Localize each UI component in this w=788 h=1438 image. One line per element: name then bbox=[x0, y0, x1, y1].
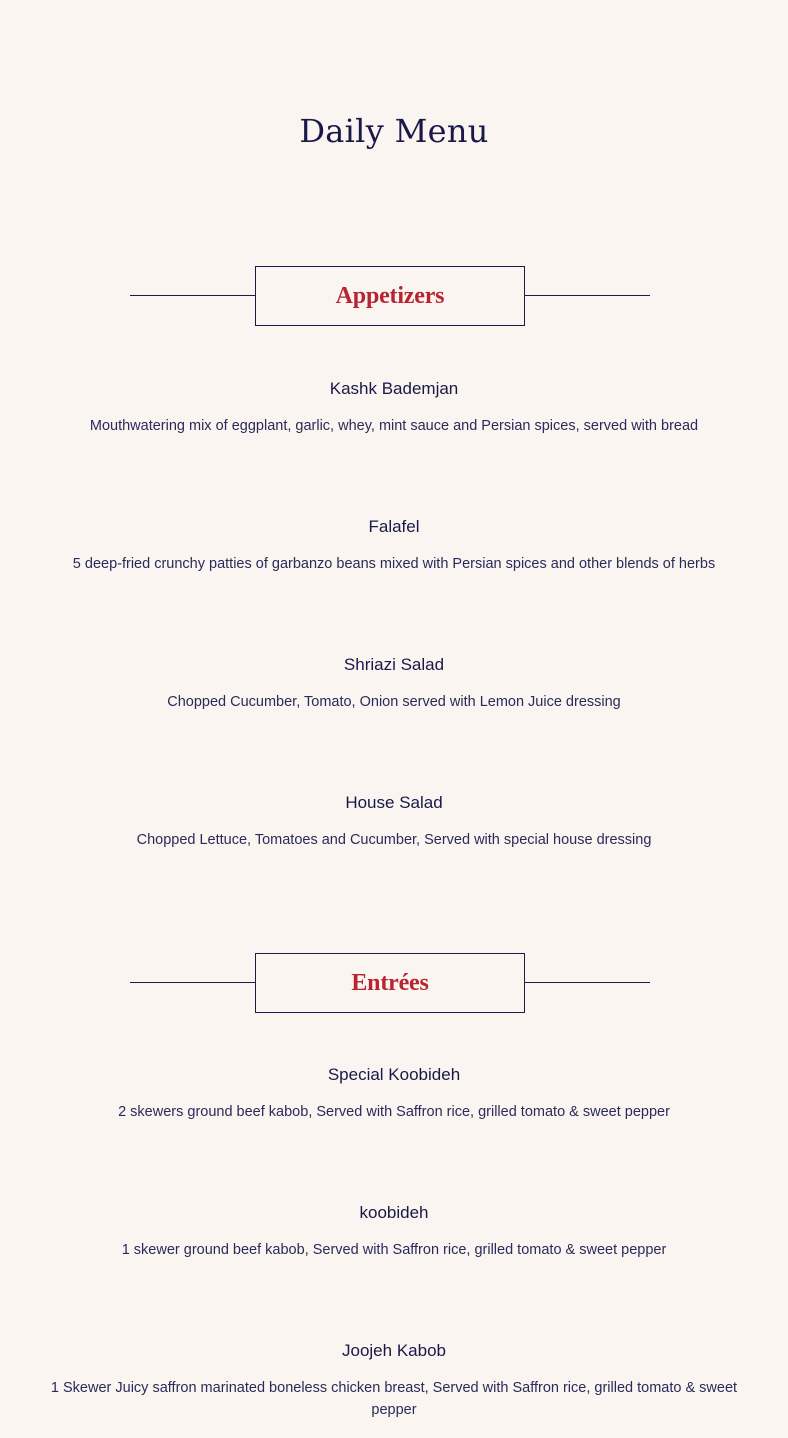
item-name: Joojeh Kabob bbox=[342, 1341, 446, 1360]
section-title: Appetizers bbox=[335, 282, 445, 309]
section-header-entrees bbox=[130, 953, 650, 1013]
menu-item bbox=[30, 654, 758, 713]
item-name: Falafel bbox=[368, 517, 420, 536]
divider-line bbox=[130, 982, 255, 983]
item-description: Chopped Cucumber, Tomato, Onion served with Lemon Juice dressing bbox=[167, 694, 621, 710]
item-description: 1 Skewer Juicy saffron marinated boneless chicken breast, Served with Saffron rice, grilled tomato & sweet pepper bbox=[50, 1380, 738, 1418]
item-description: Mouthwatering mix of eggplant, garlic, whey, mint sauce and Persian spices, served with bread bbox=[89, 418, 699, 434]
divider-line bbox=[525, 295, 650, 296]
section-title-box bbox=[255, 953, 525, 1013]
item-description: 2 skewers ground beef kabob, Served with Saffron rice, grilled tomato & sweet pepper bbox=[118, 1104, 670, 1120]
item-description: 5 deep-fried crunchy patties of garbanzo beans mixed with Persian spices and other blends of herbs bbox=[72, 556, 716, 572]
item-name: koobideh bbox=[359, 1203, 429, 1222]
menu-item bbox=[30, 516, 758, 575]
item-name: House Salad bbox=[345, 793, 443, 812]
item-name: Kashk Bademjan bbox=[329, 379, 459, 398]
divider-line bbox=[130, 295, 255, 296]
section-title: Entrées bbox=[351, 969, 429, 996]
menu-item bbox=[30, 792, 758, 851]
section-title-box bbox=[255, 266, 525, 326]
menu-item bbox=[30, 1340, 758, 1421]
item-name: Special Koobideh bbox=[327, 1065, 461, 1084]
menu-item bbox=[30, 1064, 758, 1123]
divider-line bbox=[525, 982, 650, 983]
item-description: Chopped Lettuce, Tomatoes and Cucumber, Served with special house dressing bbox=[136, 832, 652, 848]
menu-item bbox=[30, 378, 758, 437]
section-header-appetizers bbox=[130, 266, 650, 326]
item-name: Shriazi Salad bbox=[343, 655, 445, 674]
menu-item bbox=[30, 1202, 758, 1261]
page-title: Daily Menu bbox=[299, 112, 489, 150]
item-description: 1 skewer ground beef kabob, Served with Saffron rice, grilled tomato & sweet pepper bbox=[121, 1242, 667, 1258]
